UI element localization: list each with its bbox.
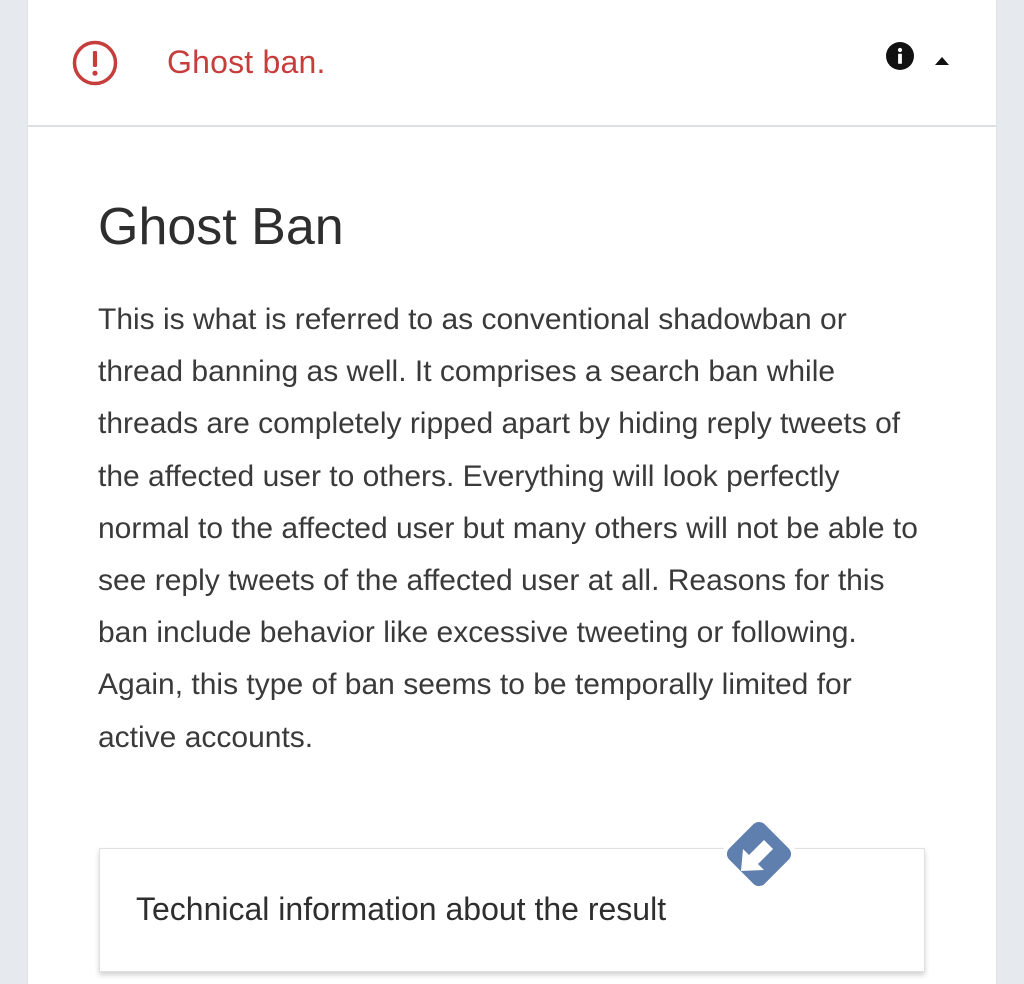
result-status-title: Ghost ban. xyxy=(167,44,326,80)
result-card xyxy=(28,0,996,984)
technical-info-label: Technical information about the result xyxy=(136,891,667,927)
ban-type-heading: Ghost Ban xyxy=(98,198,344,256)
info-icon[interactable] xyxy=(886,42,914,70)
exclamation-circle-icon xyxy=(72,40,118,86)
ban-description: This is what is referred to as conventional shadowban or thread banning as well. It comprises a search ban while threads are completely ripped apart by hiding reply tweets of the affected user to others. Everything will look perfectly normal to the affected user but many others will not be able to see reply tweets of the affected user at all. Reasons for this ban include behavior like excessive tweeting or following. Again, this type of ban seems to be temporally limited for active accounts. xyxy=(98,303,918,754)
caret-up-icon[interactable] xyxy=(935,52,949,60)
result-header[interactable] xyxy=(28,0,996,127)
arrow-down-left-badge-icon xyxy=(716,811,802,897)
